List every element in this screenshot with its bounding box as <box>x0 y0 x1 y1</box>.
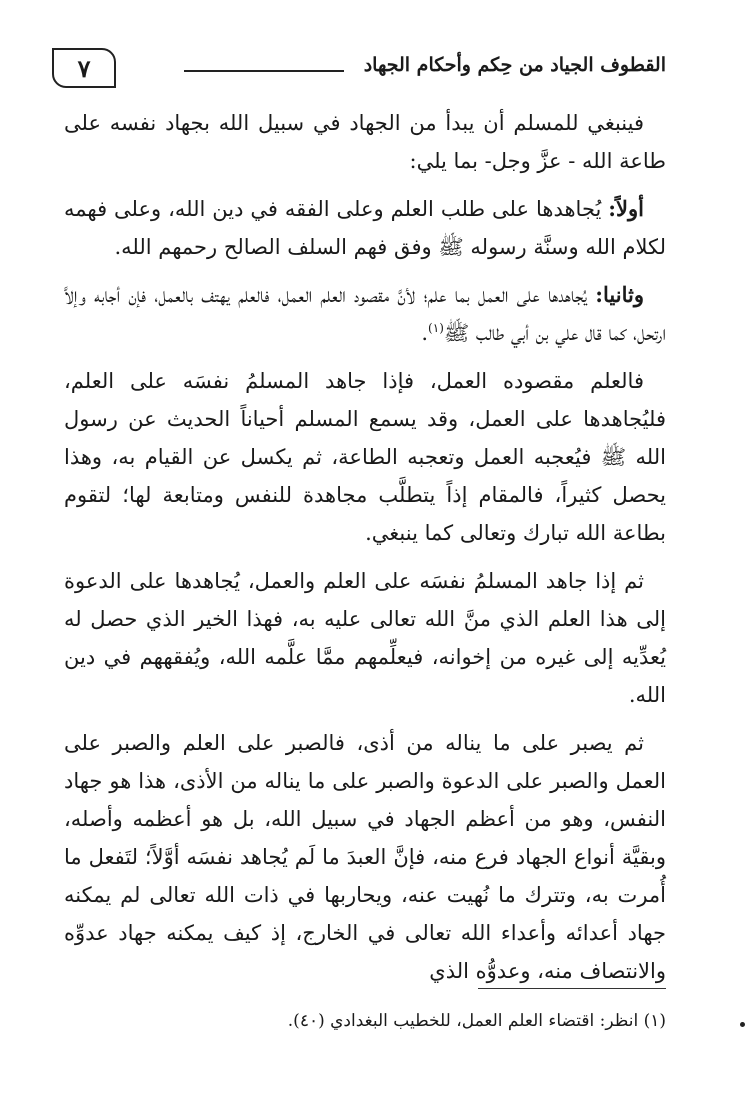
paragraph-first-text: يُجاهدها على طلب العلم وعلى الفقه في دين الله، وعلى فهمه لكلام الله وسنَّة رسوله ﷺ وفق فهم السلف الصالح رحمهم الله. <box>64 197 666 259</box>
running-header <box>52 48 666 92</box>
paragraph-intro: فينبغي للمسلم أن يبدأ من الجهاد في سبيل الله بجهاد نفسه على طاعة الله - عزَّ وجل- بما يلي: <box>64 111 666 173</box>
paragraph-second <box>64 276 666 352</box>
paragraph-first-lead: أولاً: <box>608 196 644 221</box>
paragraph-first <box>64 190 666 266</box>
footnote: (١) انظر: اقتضاء العلم العمل، للخطيب البغدادي (٤٠). <box>287 1011 666 1031</box>
page-edge-mark <box>740 1022 745 1027</box>
paragraph-second-text: يُجاهدها على العمل بما علم؛ لأنَّ مقصود العلم العمل، فالعلم يهتف بالعمل، فإن أجابه وإلاَّ ارتحل، كما قال علي بن أبي طالب ﷺ <box>64 283 666 345</box>
header-title: القطوف الجياد من حِكم وأحكام الجهاد <box>363 54 666 76</box>
main-text <box>64 104 666 1000</box>
paragraph-third: فالعلم مقصوده العمل، فإذا جاهد المسلمُ نفسَه على العلم، فليُجاهدها على العمل، وقد يسمع المسلم أحياناً الحديث عن رسول الله ﷺ فيُعجبه العمل وتعجبه الطاعة، ثم يكسل عن القيام به، وهذا يحصل كثيراً، فالمقام إذاً يتطلَّب مجاهدة للنفس ومتابعة لها؛ لتقوم بطاعة الله تبارك وتعالى كما ينبغي. <box>64 369 666 545</box>
paragraph-second-end: . <box>421 321 429 345</box>
header-rule <box>184 70 344 72</box>
paragraph-fifth: ثم يصبر على ما يناله من أذى، فالصبر على العلم والصبر على العمل والصبر على الدعوة والصبر على ما يناله من الأذى، هذا هو جهاد النفس، وهو من أعظم الجهاد في سبيل الله، بل هو أعظمه وأصله، وبقيَّة أنواع الجهاد فرع منه، فإنَّ العبدَ ما لَم يُجاهد نفسَه أوَّلاً؛ لتَفعل ما أُمرت به، وتترك ما نُهيت عنه، ويحاربها في ذات الله تعالى لم يمكنه جهاد أعدائه وأعداء الله تعالى في الخارج، إذ كيف يمكنه جهاد عدوِّه والانتصاف منه، وعدوُّه الذي <box>64 731 666 983</box>
paragraph-fourth: ثم إذا جاهد المسلمُ نفسَه على العلم والعمل، يُجاهدها على الدعوة إلى هذا العلم الذي منَّ الله تعالى عليه به، فهذا الخير الذي حصل له يُعدِّيه إلى غيره من إخوانه، فيعلِّمهم ممَّا علَّمه الله، ويُفقههم في دين الله. <box>64 569 666 707</box>
paragraph-second-lead: وثانيا: <box>595 282 644 307</box>
footnote-reference[interactable]: (١) <box>428 321 444 335</box>
page-number: ٧ <box>52 48 116 88</box>
footnote-divider <box>478 988 666 989</box>
